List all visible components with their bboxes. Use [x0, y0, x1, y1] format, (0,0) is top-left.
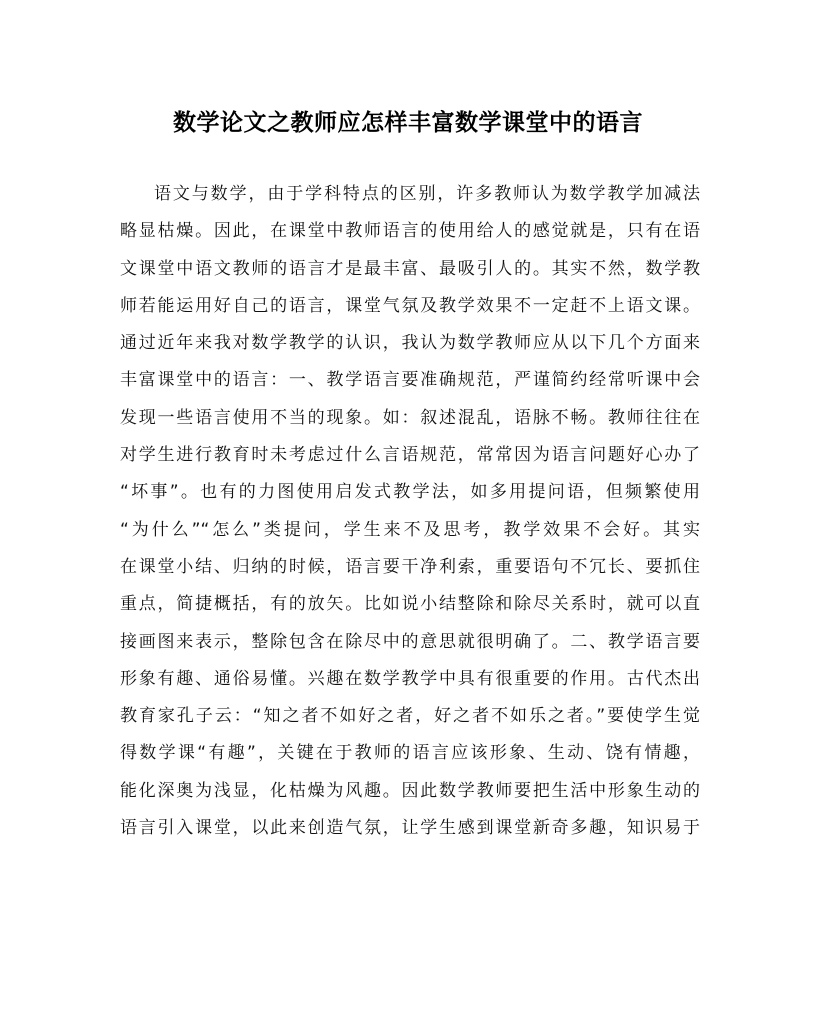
- body-line: 能化深奥为浅显，化枯燥为风趣。因此数学教师要把生活中形象生动的: [120, 780, 700, 801]
- body-line: 发现一些语言使用不当的现象。如：叙述混乱，语脉不畅。教师往往在: [120, 407, 700, 428]
- body-line: 语文与数学，由于学科特点的区别，许多教师认为数学教学加减法: [154, 184, 700, 204]
- body-line: “为什么”“怎么”类提问，学生来不及思考，教学效果不会好。其实: [120, 519, 700, 540]
- body-line: 形象有趣、通俗易懂。兴趣在数学教学中具有很重要的作用。古代杰出: [120, 668, 700, 689]
- body-line: 语言引入课堂，以此来创造气氛，让学生感到课堂新奇多趣，知识易于: [120, 818, 700, 839]
- body-line: “坏事”。也有的力图使用启发式教学法，如多用提问语，但频繁使用: [120, 482, 700, 503]
- body-line: 略显枯燥。因此，在课堂中教师语言的使用给人的感觉就是，只有在语: [120, 221, 700, 242]
- body-line: 重点，简捷概括，有的放矢。比如说小结整除和除尽关系时，就可以直: [120, 594, 700, 615]
- body-line: 文课堂中语文教师的语言才是最丰富、最吸引人的。其实不然，数学教: [120, 258, 700, 279]
- body-line: 通过近年来我对数学教学的认识，我认为数学教师应从以下几个方面来: [120, 333, 700, 354]
- body-line: 在课堂小结、归纳的时候，语言要干净利索，重要语句不冗长、要抓住: [120, 556, 700, 577]
- body-line: 接画图来表示，整除包含在除尽中的意思就很明确了。二、教学语言要: [120, 631, 700, 652]
- document-title: 数学论文之教师应怎样丰富数学课堂中的语言: [173, 109, 643, 136]
- body-line: 得数学课“有趣”，关键在于教师的语言应该形象、生动、饶有情趣，: [120, 743, 700, 764]
- document-body: [120, 176, 700, 847]
- body-line: 师若能运用好自己的语言，课堂气氛及教学效果不一定赶不上语文课。: [120, 295, 700, 316]
- body-line: 教育家孔子云：“知之者不如好之者，好之者不如乐之者。”要使学生觉: [120, 706, 700, 727]
- body-line: 丰富课堂中的语言：一、教学语言要准确规范，严谨简约经常听课中会: [120, 370, 700, 391]
- body-line: 对学生进行教育时未考虑过什么言语规范，常常因为语言问题好心办了: [120, 445, 700, 466]
